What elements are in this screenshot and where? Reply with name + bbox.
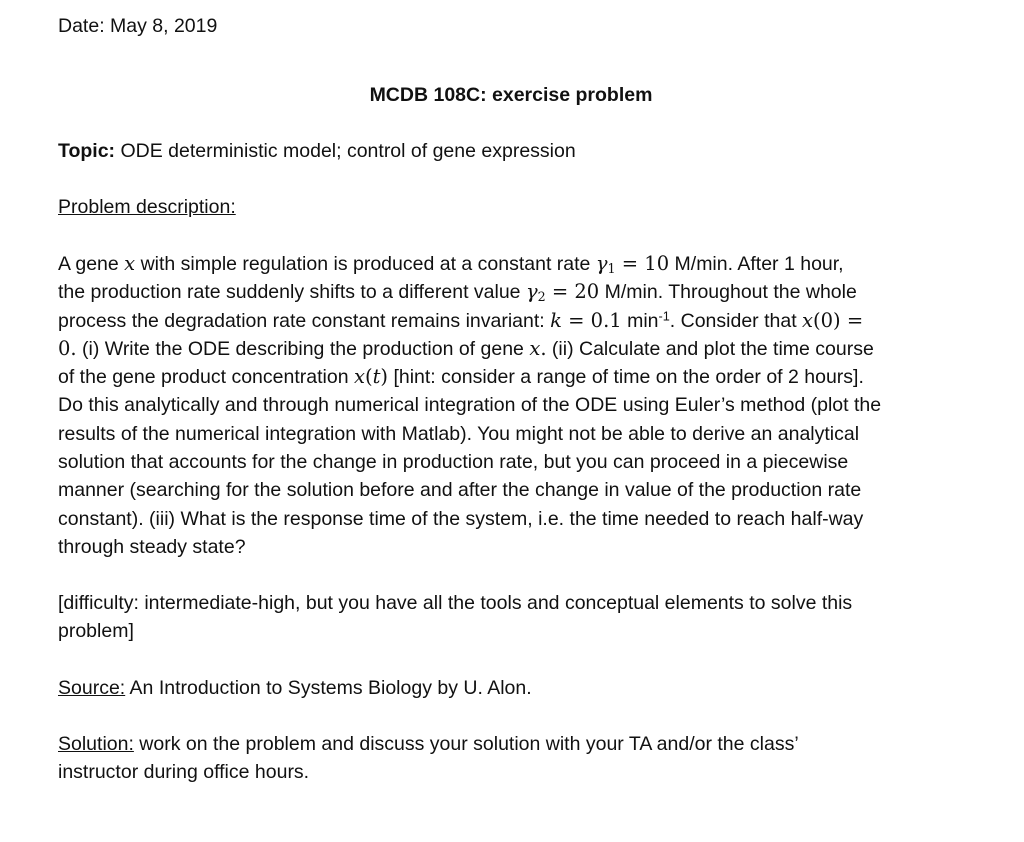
text-run: A gene: [58, 253, 125, 275]
source-text: An Introduction to Systems Biology by U. Alon.: [125, 677, 532, 699]
math-x: x: [802, 308, 814, 332]
math-x: x: [353, 365, 365, 389]
problem-line-5: [58, 363, 970, 391]
difficulty-line-2: problem]: [58, 620, 134, 643]
solution-line-2: instructor during office hours.: [58, 761, 310, 784]
text-run: process the degradation rate constant remains invariant:: [58, 309, 551, 332]
text-run: (i) Write the ODE describing the production of gene: [76, 337, 530, 360]
math-subscript: 1: [607, 261, 616, 277]
problem-line-3: [58, 307, 970, 335]
math-value: = 0.1: [561, 308, 622, 332]
text-run: min: [621, 309, 659, 332]
problem-line-9: manner (searching for the solution before and after the change in value of the production rate: [58, 479, 862, 502]
text-run: of the gene product concentration: [58, 366, 354, 389]
text-run: the production rate suddenly shifts to a different value: [58, 281, 526, 304]
difficulty-line-1: [difficulty: intermediate-high, but you have all the tools and conceptual elements to solve this: [58, 592, 853, 614]
topic-text: ODE deterministic model; control of gene expression: [120, 140, 576, 162]
math-gamma: γ: [525, 280, 538, 304]
math-t: t: [372, 365, 381, 389]
text-run: M/min. After 1 hour,: [669, 253, 844, 275]
solution-note: [58, 730, 970, 787]
source-label: Source:: [58, 677, 126, 699]
problem-body: [58, 250, 970, 561]
solution-label: Solution:: [58, 733, 134, 755]
math-value: (0) =: [813, 308, 864, 332]
document-title-text: MCDB 108C: exercise problem: [369, 84, 653, 106]
superscript: -1: [658, 309, 670, 324]
math-value: = 10: [615, 252, 670, 275]
text-run: with simple regulation is produced at a constant rate: [135, 253, 596, 275]
math-paren: ): [380, 365, 389, 389]
document-title: [58, 81, 664, 109]
source-line: [58, 674, 532, 702]
math-punct: .: [540, 336, 547, 360]
problem-heading: Problem description:: [58, 196, 236, 218]
problem-line-1: [58, 250, 970, 278]
math-subscript: 2: [537, 289, 546, 305]
math-value: = 20: [545, 280, 600, 304]
problem-line-6: Do this analytically and through numerical integration of the ODE using Euler’s method (plot the: [58, 394, 882, 417]
math-x: x: [529, 336, 541, 360]
math-x: x: [124, 252, 136, 275]
problem-line-11: through steady state?: [58, 535, 246, 558]
text-run: M/min. Throughout the whole: [599, 281, 857, 304]
math-value: 0.: [58, 336, 77, 360]
text-run: . Consider that: [669, 309, 803, 332]
math-gamma: γ: [595, 252, 608, 275]
solution-line-1: [58, 730, 970, 758]
problem-line-7: results of the numerical integration with Matlab). You might not be able to derive an analytical: [58, 422, 860, 445]
text-run: [hint: consider a range of time on the order of 2 hours].: [388, 366, 864, 389]
solution-text: work on the problem and discuss your solution with your TA and/or the class’: [133, 733, 799, 755]
text-run: (ii) Calculate and plot the time course: [546, 337, 874, 360]
problem-line-4: [58, 335, 970, 363]
document-date: Date: May 8, 2019: [58, 15, 218, 37]
math-k: k: [550, 308, 562, 332]
math-paren: (: [364, 365, 373, 389]
problem-line-2: [58, 278, 970, 306]
problem-line-8: solution that accounts for the change in production rate, but you can proceed in a piecewise: [58, 451, 849, 474]
topic-line: [58, 137, 576, 165]
difficulty-note: [58, 589, 970, 646]
topic-label: Topic:: [58, 140, 116, 162]
problem-line-10: constant). (iii) What is the response time of the system, i.e. the time needed to reach half-way: [58, 507, 864, 530]
